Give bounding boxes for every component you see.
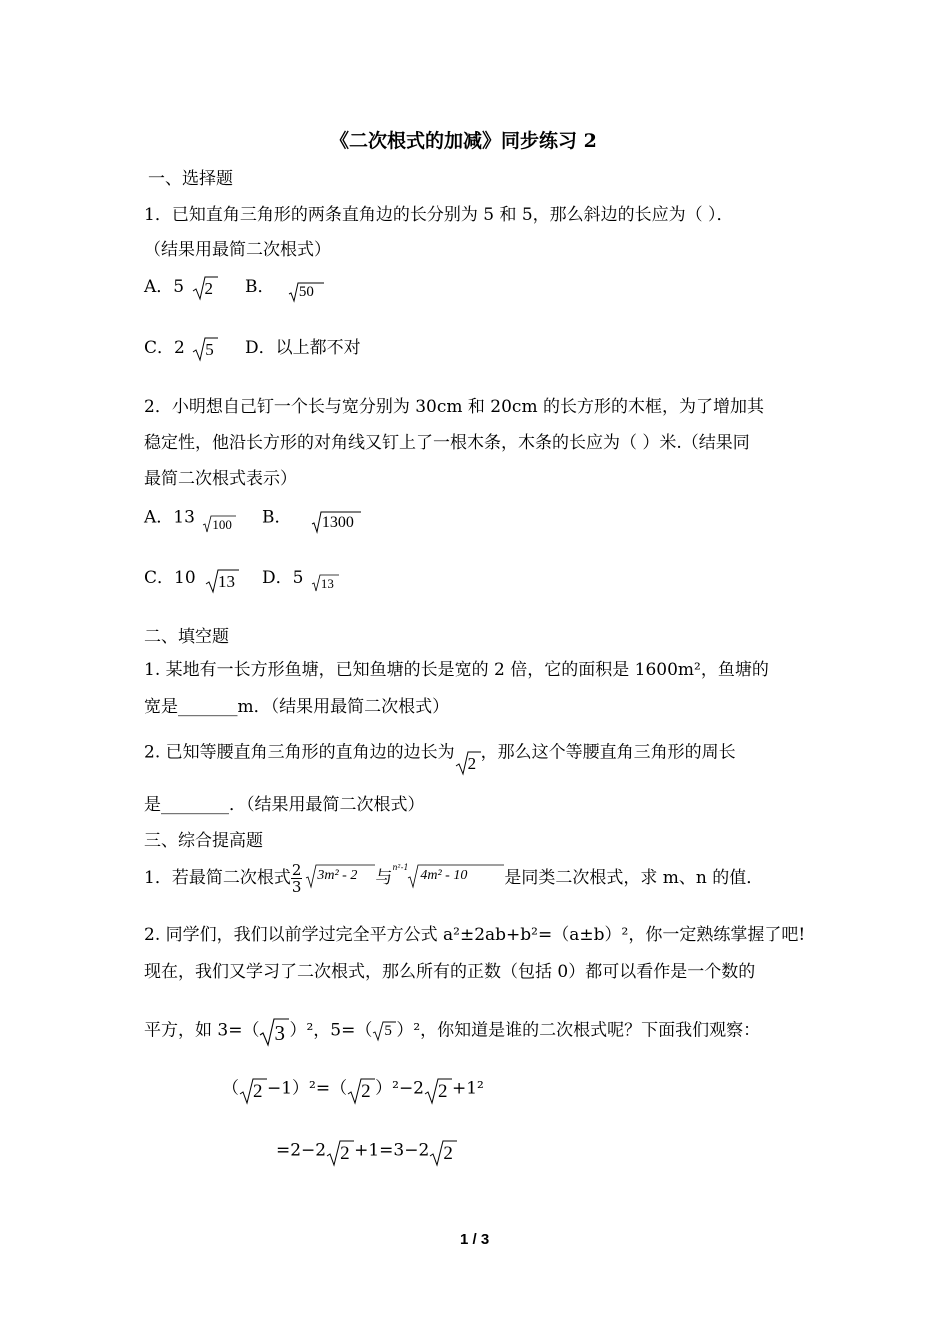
q1-option-d: D．以上都不对: [245, 338, 361, 358]
sqrt-icon: [205, 568, 239, 594]
radicand: 13: [320, 575, 334, 591]
q2-option-c: [144, 563, 239, 594]
fill-q1-line2: 宽是_______m．（结果用最简二次根式）: [144, 697, 450, 717]
fill-q2-text-post: ，那么这个等腰直角三角形的周长: [480, 742, 736, 763]
q1-option-c: [144, 333, 218, 362]
sqrt-icon: [239, 1077, 267, 1105]
comp-q1: [144, 862, 763, 895]
root-index: n²-1: [392, 862, 409, 872]
radicand: 2: [361, 1081, 371, 1102]
section-heading-choice: 一、选择题: [148, 169, 233, 189]
eq-text: =2−2: [276, 1140, 327, 1161]
radicand: 100: [212, 517, 232, 532]
page-number: 1 / 3: [460, 1231, 490, 1248]
eq-text: ）²−2: [375, 1078, 424, 1099]
comp-q2-text: 平方，如 3=（: [144, 1020, 260, 1041]
option-label: A．5: [144, 277, 185, 297]
radicand: 2: [340, 1143, 350, 1164]
radicand: 2: [253, 1081, 263, 1102]
option-label: D．5: [262, 568, 304, 588]
option-label: A．13: [144, 507, 195, 528]
q1-option-b: [245, 272, 324, 303]
sqrt-icon: [455, 750, 481, 776]
radicand: 2: [204, 278, 213, 298]
option-label: C．10: [144, 568, 196, 588]
comp-q2-line2: 现在，我们又学习了二次根式，那么所有的正数（包括 0）都可以看作是一个数的: [144, 962, 756, 982]
sqrt-icon: [311, 510, 361, 534]
nth-root-icon: [392, 863, 504, 889]
eq-text: +1²: [452, 1078, 484, 1099]
radicand: 2: [438, 1081, 448, 1102]
sqrt-icon: [347, 1077, 375, 1105]
comp-q2-text: ）²，你知道是谁的二次根式呢？下面我们观察：: [396, 1020, 761, 1041]
fill-q2-line2: 是________．（结果用最简二次根式）: [144, 795, 425, 815]
comp-q2-line1: 2. 同学们，我们以前学过完全平方公式 a²±2ab+b²=（a±b）²，你一定熟练掌握了吧!: [144, 925, 806, 945]
sqrt-icon: [259, 1017, 289, 1047]
fill-q1-line1: 1. 某地有一长方形鱼塘，已知鱼塘的长是宽的 2 倍，它的面积是 1600m²，鱼塘的: [144, 660, 769, 680]
radicand: 4m² - 10: [420, 867, 468, 883]
q2-option-a: [144, 502, 236, 534]
comp-q1-mid: 与: [375, 868, 393, 888]
eq-text: −1）²=（: [267, 1078, 348, 1099]
radicand: 3: [274, 1021, 285, 1045]
section-heading-comprehensive: 三、综合提高题: [144, 831, 263, 851]
sqrt-icon: [202, 514, 236, 534]
q1-text-line2: （结果用最简二次根式）: [144, 240, 331, 260]
radicand: 5: [384, 1023, 392, 1039]
q2-text-line3: 最简二次根式表示）: [144, 469, 297, 489]
sqrt-icon: [372, 1020, 396, 1042]
option-label: B．: [245, 277, 275, 297]
equation-line-1: [222, 1073, 484, 1105]
sqrt-icon: [429, 1139, 457, 1167]
radicand: 3m² - 2: [317, 867, 358, 883]
sqrt-icon: [192, 275, 218, 301]
fraction-numerator: 2: [291, 861, 302, 879]
option-label: B．: [262, 507, 292, 528]
q2-text-line1: 2．小明想自己钉一个长与宽分别为 30cm 和 20cm 的长方形的木框，为了增加其: [144, 397, 764, 417]
sqrt-icon: [326, 1139, 354, 1167]
sqrt-icon: [305, 863, 375, 889]
comp-q2-line3: [144, 1015, 760, 1047]
fraction-denominator: 3: [291, 878, 302, 896]
comp-q1-text: 1．若最简二次根式: [144, 868, 291, 888]
eq-text: （: [222, 1078, 239, 1099]
comp-q2-text: ）²，5=（: [289, 1020, 373, 1041]
comp-q1-post: 是同类二次根式，求 m、n 的值．: [504, 868, 764, 888]
fill-q2-text: 2. 已知等腰直角三角形的直角边的边长为: [144, 742, 455, 763]
equation-line-2: [276, 1135, 457, 1167]
fraction: [291, 862, 303, 895]
sqrt-icon: [311, 573, 339, 593]
q1-text-line1: 1．已知直角三角形的两条直角边的长分别为 5 和 5，那么斜边的长应为（ ）．: [144, 205, 734, 225]
radicand: 1300: [321, 514, 354, 531]
eq-text: +1=3−2: [354, 1140, 430, 1161]
fill-q2-line1: [144, 730, 736, 776]
section-heading-fill: 二、填空题: [144, 627, 229, 647]
option-label: C．2: [144, 338, 185, 358]
radicand: 2: [443, 1143, 453, 1164]
radicand: 50: [298, 283, 314, 300]
radicand: 5: [205, 339, 214, 359]
radicand: 13: [218, 571, 236, 591]
q2-text-line2: 稳定性，他沿长方形的对角线又钉上了一根木条，木条的长应为（ ）米.（结果同: [144, 433, 750, 453]
q2-option-d: [262, 563, 339, 593]
q1-option-a: [144, 272, 218, 301]
radicand: 2: [467, 754, 477, 773]
q2-option-b: [262, 502, 361, 534]
sqrt-icon: [288, 281, 324, 303]
sqrt-icon: [192, 336, 218, 362]
page-title: 《二次根式的加减》同步练习 2: [330, 130, 597, 152]
sqrt-icon: [424, 1077, 452, 1105]
